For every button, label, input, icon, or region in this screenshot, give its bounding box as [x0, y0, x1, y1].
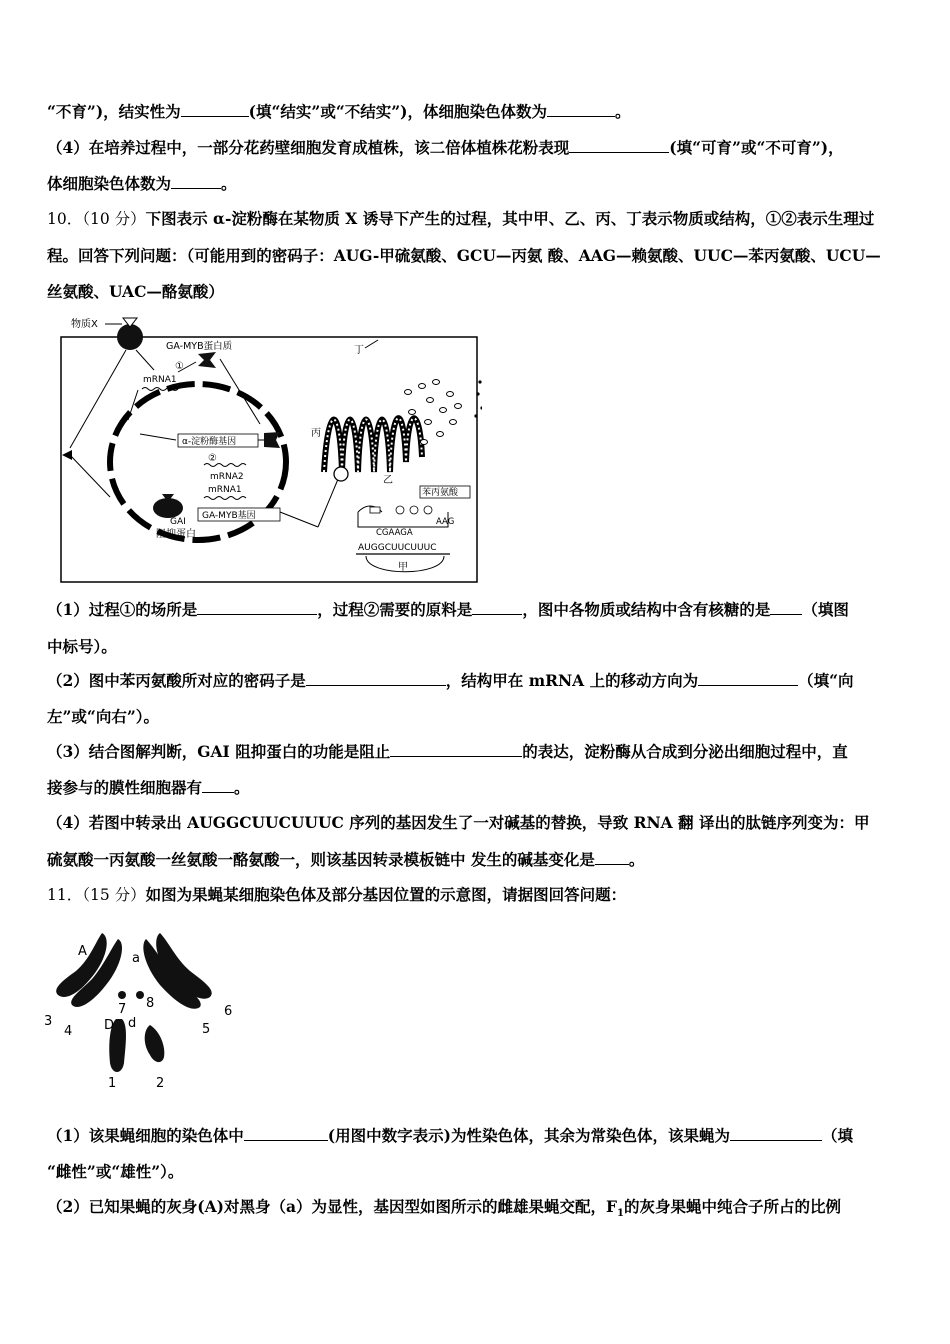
alpha-amylase-diagram [58, 312, 482, 587]
blank[interactable] [244, 1125, 328, 1141]
svg-text:2: 2 [156, 1076, 165, 1091]
blank[interactable] [770, 599, 802, 615]
label-mrna1-top: mRNA1 [143, 375, 177, 385]
question-number: 11．（15 分） [47, 886, 146, 904]
blank[interactable] [197, 599, 317, 615]
q9-part-4: （4）在培养过程中，一部分花药壁细胞发育成植株，该二倍体植株花粉表现 (填“可育”或“不可育”)， [47, 138, 844, 157]
q10-part-1-cont: 中标号）。 [47, 637, 117, 656]
ribosome-icon [334, 467, 348, 481]
svg-text:4: 4 [64, 1024, 73, 1039]
label-bing: 丙 [311, 428, 321, 439]
label-mrna1-bottom: mRNA1 [208, 485, 242, 495]
amylase-dots [474, 380, 482, 423]
label-ding: 丁 [354, 345, 364, 356]
question-number: 10．（10 分） [47, 210, 146, 228]
label-mrna2: mRNA2 [210, 472, 244, 482]
svg-text:7: 7 [118, 1002, 127, 1017]
svg-text:②: ② [208, 453, 217, 464]
svg-text:①: ① [175, 361, 184, 372]
blank[interactable] [171, 173, 221, 189]
svg-text:5: 5 [202, 1022, 211, 1037]
q11-part-1: （1）该果蝇细胞的染色体中 (用图中数字表示)为性染色体，其余为常染色体，该果蝇为 （填 [47, 1126, 853, 1145]
label-gai: GAI [170, 517, 186, 527]
blank[interactable] [569, 137, 669, 153]
label-jia: 甲 [398, 562, 408, 573]
svg-text:3: 3 [44, 1014, 53, 1029]
q10-part-3: （3）结合图解判断，GAI 阻抑蛋白的功能是阻止 的表达，淀粉酶从合成到分泌出细胞过程中，直 [47, 742, 848, 761]
svg-text:A: A [78, 944, 87, 959]
blank[interactable] [181, 101, 249, 117]
label-ga-myb-protein: GA-MYB蛋白质 [166, 341, 233, 352]
label-ga-myb-gene: GA-MYB基因 [202, 511, 256, 521]
label-mrna-seq: AUGGCUUCUUUC [358, 543, 437, 553]
label-phe: 苯丙氨酸 [422, 488, 459, 498]
q9-part-4-cont: 体细胞染色体数为 。 [47, 174, 237, 193]
q11-part-1-cont: “雌性”或“雄性”）。 [47, 1162, 184, 1181]
q10-intro-3: 丝氨酸、UAC—酪氨酸） [47, 282, 224, 301]
label-anticodon: CGAAGA [376, 528, 413, 538]
blank[interactable] [595, 849, 629, 865]
q10-part-1: （1）过程①的场所是 ，过程②需要的原料是 ，图中各物质或结构中含有核糖的是 （填图 [47, 600, 849, 619]
label-yi: 乙 [383, 475, 393, 486]
q11-part-2: （2）已知果蝇的灰身(A)对黑身（a）为显性，基因型如图所示的雌雄果蝇交配，$F_1$的灰身果蝇中纯合子所占的比例 [47, 1197, 842, 1220]
receptor [117, 324, 143, 350]
label-repressor: 阻抑蛋白 [156, 529, 196, 540]
blank[interactable] [472, 599, 522, 615]
label-aag: AAG [436, 517, 455, 527]
blank[interactable] [698, 670, 798, 686]
q9-line-1: “不育”)，结实性为 (填“结实”或“不结实”)，体细胞染色体数为 。 [47, 102, 631, 121]
svg-text:6: 6 [224, 1004, 233, 1019]
svg-text:1: 1 [108, 1076, 117, 1091]
q10-part-2-cont: 左”或“向右”）。 [47, 707, 159, 726]
blank[interactable] [306, 670, 446, 686]
q10-intro-1: 10．（10 分）下图表示 α-淀粉酶在某物质 X 诱导下产生的过程，其中甲、乙、丙、丁表示物质或结构，①②表示生理过 [47, 209, 875, 228]
q10-part-4-cont: 硫氨酸一丙氨酸一丝氨酸一酪氨酸一，则该基因转录模板链中 发生的碱基变化是 。 [47, 850, 645, 869]
label-alpha-gene: α-淀粉酶基因 [182, 437, 237, 447]
q11-intro: 11．（15 分）如图为果蝇某细胞染色体及部分基因位置的示意图，请据图回答问题： [47, 885, 627, 904]
blank[interactable] [202, 777, 234, 793]
svg-text:D: D [104, 1018, 115, 1033]
svg-text:a: a [132, 951, 140, 966]
svg-text:8: 8 [146, 996, 155, 1011]
q10-part-4: （4）若图中转录出 AUGGCUUCUUUC 序列的基因发生了一对碱基的替换，导致 RNA 翻 译出的肽链序列变为：甲 [47, 813, 870, 832]
drosophila-chromosome-diagram [40, 915, 240, 1095]
ga-myb-bound-icon [264, 432, 280, 448]
q10-part-2: （2）图中苯丙氨酸所对应的密码子是 ，结构甲在 mRNA 上的移动方向为 （填“向 [47, 671, 854, 690]
label-substance-x: 物质X [71, 319, 98, 330]
blank[interactable] [547, 101, 615, 117]
svg-text:d: d [128, 1016, 137, 1031]
ga-myb-protein-icon [198, 352, 216, 368]
q10-part-3-cont: 接参与的膜性细胞器有 。 [47, 778, 250, 797]
q10-intro-2: 程。回答下列问题：（可能用到的密码子：AUG-甲硫氨酸、GCU—丙氨 酸、AAG—赖氨酸、UUC—苯丙氨酸、UCU— [47, 246, 881, 265]
blank[interactable] [390, 741, 522, 757]
blank[interactable] [730, 1125, 822, 1141]
golgi-vesicles [405, 380, 462, 445]
